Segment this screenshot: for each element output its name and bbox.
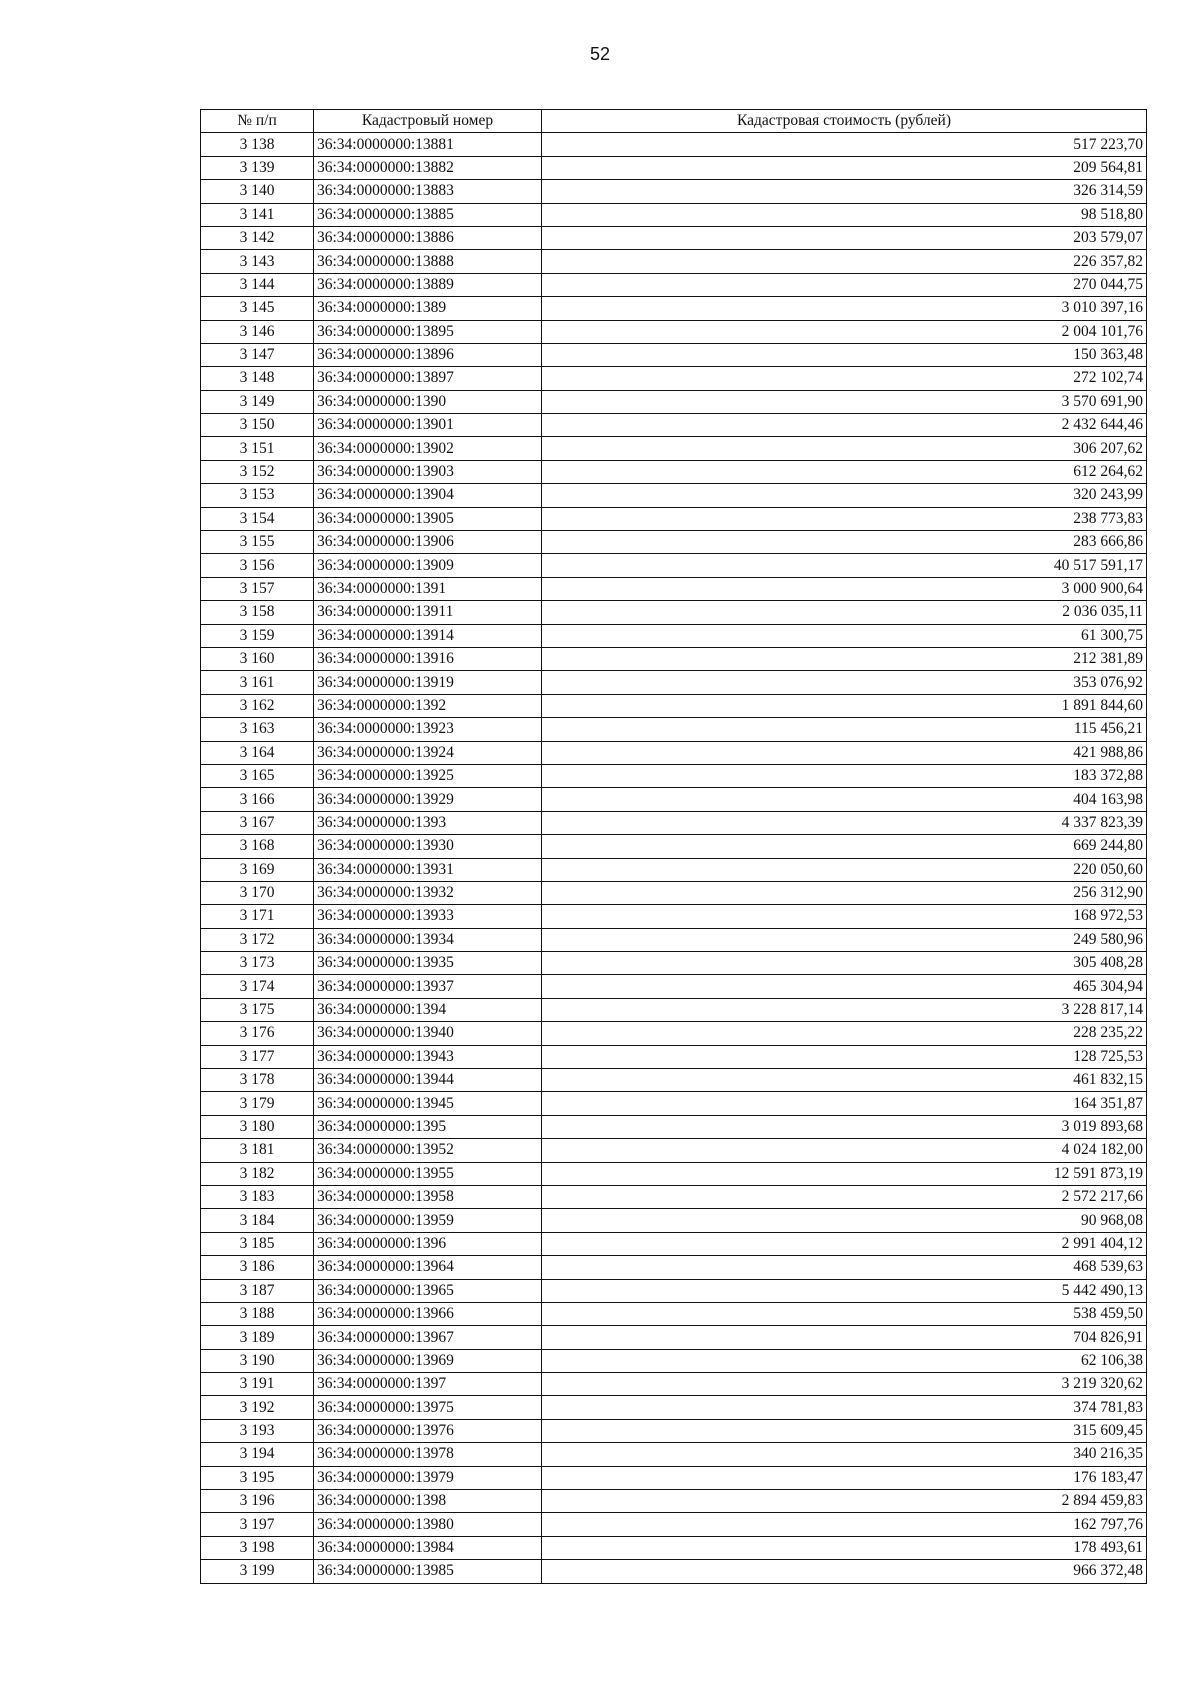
table-row xyxy=(201,1443,1147,1466)
row-number-cell: 3 162 xyxy=(201,694,314,717)
cadastral-number-cell: 36:34:0000000:13882 xyxy=(314,156,542,179)
row-number-cell: 3 159 xyxy=(201,624,314,647)
cadastral-number-cell: 36:34:0000000:13985 xyxy=(314,1560,542,1583)
table-row xyxy=(201,1326,1147,1349)
cadastral-value-cell: 178 493,61 xyxy=(542,1536,1147,1559)
cadastral-number-cell: 36:34:0000000:13889 xyxy=(314,273,542,296)
row-number-cell: 3 140 xyxy=(201,180,314,203)
row-number-cell: 3 199 xyxy=(201,1560,314,1583)
cadastral-value-cell: 2 894 459,83 xyxy=(542,1490,1147,1513)
table-row xyxy=(201,367,1147,390)
table-row xyxy=(201,881,1147,904)
table-row xyxy=(201,1232,1147,1255)
row-number-cell: 3 171 xyxy=(201,905,314,928)
cadastral-value-cell: 538 459,50 xyxy=(542,1302,1147,1325)
cadastral-number-cell: 36:34:0000000:13940 xyxy=(314,1022,542,1045)
row-number-cell: 3 141 xyxy=(201,203,314,226)
table-row xyxy=(201,1302,1147,1325)
cadastral-value-cell: 209 564,81 xyxy=(542,156,1147,179)
cadastral-number-cell: 36:34:0000000:13904 xyxy=(314,484,542,507)
row-number-cell: 3 176 xyxy=(201,1022,314,1045)
cadastral-number-cell: 36:34:0000000:1392 xyxy=(314,694,542,717)
cadastral-value-cell: 238 773,83 xyxy=(542,507,1147,530)
cadastral-number-cell: 36:34:0000000:13930 xyxy=(314,835,542,858)
cadastral-number-cell: 36:34:0000000:13976 xyxy=(314,1419,542,1442)
cadastral-number-cell: 36:34:0000000:13978 xyxy=(314,1443,542,1466)
table-row xyxy=(201,1045,1147,1068)
table-row xyxy=(201,1490,1147,1513)
row-number-cell: 3 139 xyxy=(201,156,314,179)
cadastral-number-cell: 36:34:0000000:13934 xyxy=(314,928,542,951)
table-row xyxy=(201,928,1147,951)
row-number-cell: 3 157 xyxy=(201,577,314,600)
row-number-cell: 3 168 xyxy=(201,835,314,858)
cadastral-number-cell: 36:34:0000000:13932 xyxy=(314,881,542,904)
cadastral-number-cell: 36:34:0000000:13979 xyxy=(314,1466,542,1489)
table-row xyxy=(201,180,1147,203)
cadastral-value-cell: 12 591 873,19 xyxy=(542,1162,1147,1185)
table-row xyxy=(201,975,1147,998)
cadastral-value-cell: 220 050,60 xyxy=(542,858,1147,881)
cadastral-number-cell: 36:34:0000000:13886 xyxy=(314,226,542,249)
row-number-cell: 3 177 xyxy=(201,1045,314,1068)
row-number-cell: 3 194 xyxy=(201,1443,314,1466)
cadastral-number-cell: 36:34:0000000:13901 xyxy=(314,414,542,437)
row-number-cell: 3 183 xyxy=(201,1185,314,1208)
cadastral-value-cell: 2 572 217,66 xyxy=(542,1185,1147,1208)
cadastral-value-cell: 421 988,86 xyxy=(542,741,1147,764)
cadastral-number-cell: 36:34:0000000:13923 xyxy=(314,718,542,741)
row-number-cell: 3 173 xyxy=(201,952,314,975)
cadastral-value-cell: 164 351,87 xyxy=(542,1092,1147,1115)
table-row xyxy=(201,1466,1147,1489)
cadastral-value-cell: 2 004 101,76 xyxy=(542,320,1147,343)
row-number-cell: 3 161 xyxy=(201,671,314,694)
row-number-cell: 3 148 xyxy=(201,367,314,390)
cadastral-number-cell: 36:34:0000000:13937 xyxy=(314,975,542,998)
cadastral-number-cell: 36:34:0000000:1395 xyxy=(314,1115,542,1138)
cadastral-number-cell: 36:34:0000000:13916 xyxy=(314,647,542,670)
row-number-cell: 3 156 xyxy=(201,554,314,577)
cadastral-number-cell: 36:34:0000000:1398 xyxy=(314,1490,542,1513)
table-row xyxy=(201,577,1147,600)
row-number-cell: 3 147 xyxy=(201,343,314,366)
row-number-cell: 3 146 xyxy=(201,320,314,343)
table-row xyxy=(201,414,1147,437)
table-row xyxy=(201,203,1147,226)
cadastral-number-cell: 36:34:0000000:13914 xyxy=(314,624,542,647)
cadastral-value-cell: 306 207,62 xyxy=(542,437,1147,460)
table-row xyxy=(201,1560,1147,1583)
cadastral-value-cell: 353 076,92 xyxy=(542,671,1147,694)
table-row xyxy=(201,764,1147,787)
cadastral-value-cell: 162 797,76 xyxy=(542,1513,1147,1536)
cadastral-number-cell: 36:34:0000000:1394 xyxy=(314,998,542,1021)
cadastral-value-cell: 315 609,45 xyxy=(542,1419,1147,1442)
table-row xyxy=(201,647,1147,670)
table-row xyxy=(201,1256,1147,1279)
cadastral-number-cell: 36:34:0000000:13885 xyxy=(314,203,542,226)
table-row xyxy=(201,835,1147,858)
row-number-cell: 3 179 xyxy=(201,1092,314,1115)
row-number-cell: 3 144 xyxy=(201,273,314,296)
cadastral-number-cell: 36:34:0000000:13896 xyxy=(314,343,542,366)
row-number-cell: 3 154 xyxy=(201,507,314,530)
cadastral-value-cell: 150 363,48 xyxy=(542,343,1147,366)
table-body xyxy=(201,133,1147,1583)
table-row xyxy=(201,297,1147,320)
cadastral-value-cell: 4 337 823,39 xyxy=(542,811,1147,834)
cadastral-value-cell: 468 539,63 xyxy=(542,1256,1147,1279)
table-row xyxy=(201,1185,1147,1208)
table-row xyxy=(201,1279,1147,1302)
cadastral-value-cell: 61 300,75 xyxy=(542,624,1147,647)
cadastral-value-cell: 283 666,86 xyxy=(542,531,1147,554)
row-number-cell: 3 153 xyxy=(201,484,314,507)
row-number-cell: 3 172 xyxy=(201,928,314,951)
cadastral-value-cell: 249 580,96 xyxy=(542,928,1147,951)
table-row xyxy=(201,273,1147,296)
row-number-cell: 3 151 xyxy=(201,437,314,460)
cadastral-number-cell: 36:34:0000000:13933 xyxy=(314,905,542,928)
cadastral-number-cell: 36:34:0000000:13924 xyxy=(314,741,542,764)
cadastral-number-cell: 36:34:0000000:13931 xyxy=(314,858,542,881)
page-number: 52 xyxy=(589,44,611,64)
cadastral-number-cell: 36:34:0000000:13881 xyxy=(314,133,542,156)
table-row xyxy=(201,554,1147,577)
cadastral-value-cell: 270 044,75 xyxy=(542,273,1147,296)
table-row xyxy=(201,133,1147,156)
row-number-cell: 3 178 xyxy=(201,1069,314,1092)
row-number-cell: 3 158 xyxy=(201,601,314,624)
table-row xyxy=(201,531,1147,554)
row-number-cell: 3 190 xyxy=(201,1349,314,1372)
cadastral-number-cell: 36:34:0000000:1391 xyxy=(314,577,542,600)
cadastral-number-cell: 36:34:0000000:13959 xyxy=(314,1209,542,1232)
cadastral-number-cell: 36:34:0000000:13905 xyxy=(314,507,542,530)
cadastral-value-cell: 40 517 591,17 xyxy=(542,554,1147,577)
cadastral-number-cell: 36:34:0000000:13919 xyxy=(314,671,542,694)
row-number-cell: 3 142 xyxy=(201,226,314,249)
row-number-cell: 3 167 xyxy=(201,811,314,834)
table-row xyxy=(201,694,1147,717)
cadastral-number-cell: 36:34:0000000:13965 xyxy=(314,1279,542,1302)
cadastral-value-cell: 461 832,15 xyxy=(542,1069,1147,1092)
row-number-cell: 3 193 xyxy=(201,1419,314,1442)
row-number-cell: 3 138 xyxy=(201,133,314,156)
cadastral-number-cell: 36:34:0000000:13909 xyxy=(314,554,542,577)
table-row xyxy=(201,952,1147,975)
table-row xyxy=(201,671,1147,694)
table-row xyxy=(201,741,1147,764)
cadastral-value-cell: 2 991 404,12 xyxy=(542,1232,1147,1255)
row-number-cell: 3 166 xyxy=(201,788,314,811)
table-row xyxy=(201,858,1147,881)
table-row xyxy=(201,1419,1147,1442)
cadastral-value-cell: 128 725,53 xyxy=(542,1045,1147,1068)
table-row xyxy=(201,390,1147,413)
cadastral-number-cell: 36:34:0000000:13955 xyxy=(314,1162,542,1185)
header-cadastral-number: Кадастровый номер xyxy=(314,110,542,133)
cadastral-value-cell: 3 000 900,64 xyxy=(542,577,1147,600)
table-row xyxy=(201,811,1147,834)
header-row-number: № п/п xyxy=(201,110,314,133)
cadastral-number-cell: 36:34:0000000:1396 xyxy=(314,1232,542,1255)
cadastral-number-cell: 36:34:0000000:1397 xyxy=(314,1373,542,1396)
cadastral-number-cell: 36:34:0000000:13966 xyxy=(314,1302,542,1325)
cadastral-value-cell: 256 312,90 xyxy=(542,881,1147,904)
cadastral-number-cell: 36:34:0000000:13897 xyxy=(314,367,542,390)
cadastral-number-cell: 36:34:0000000:1393 xyxy=(314,811,542,834)
row-number-cell: 3 181 xyxy=(201,1139,314,1162)
table-row xyxy=(201,1139,1147,1162)
table-row xyxy=(201,437,1147,460)
cadastral-value-cell: 2 432 644,46 xyxy=(542,414,1147,437)
table-header-row xyxy=(201,110,1147,133)
row-number-cell: 3 174 xyxy=(201,975,314,998)
cadastral-number-cell: 36:34:0000000:13925 xyxy=(314,764,542,787)
cadastral-value-cell: 98 518,80 xyxy=(542,203,1147,226)
cadastral-value-cell: 305 408,28 xyxy=(542,952,1147,975)
cadastral-number-cell: 36:34:0000000:13975 xyxy=(314,1396,542,1419)
row-number-cell: 3 182 xyxy=(201,1162,314,1185)
cadastral-value-cell: 340 216,35 xyxy=(542,1443,1147,1466)
row-number-cell: 3 164 xyxy=(201,741,314,764)
table-row xyxy=(201,1069,1147,1092)
cadastral-number-cell: 36:34:0000000:13967 xyxy=(314,1326,542,1349)
cadastral-value-cell: 4 024 182,00 xyxy=(542,1139,1147,1162)
table-row xyxy=(201,1373,1147,1396)
row-number-cell: 3 186 xyxy=(201,1256,314,1279)
row-number-cell: 3 170 xyxy=(201,881,314,904)
cadastral-value-cell: 203 579,07 xyxy=(542,226,1147,249)
cadastral-value-cell: 3 010 397,16 xyxy=(542,297,1147,320)
row-number-cell: 3 175 xyxy=(201,998,314,1021)
cadastral-value-cell: 669 244,80 xyxy=(542,835,1147,858)
cadastral-number-cell: 36:34:0000000:13929 xyxy=(314,788,542,811)
cadastral-number-cell: 36:34:0000000:13906 xyxy=(314,531,542,554)
cadastral-value-cell: 228 235,22 xyxy=(542,1022,1147,1045)
row-number-cell: 3 143 xyxy=(201,250,314,273)
cadastral-value-cell: 3 570 691,90 xyxy=(542,390,1147,413)
row-number-cell: 3 192 xyxy=(201,1396,314,1419)
cadastral-value-cell: 272 102,74 xyxy=(542,367,1147,390)
table-row xyxy=(201,1349,1147,1372)
row-number-cell: 3 191 xyxy=(201,1373,314,1396)
row-number-cell: 3 198 xyxy=(201,1536,314,1559)
cadastral-value-cell: 374 781,83 xyxy=(542,1396,1147,1419)
cadastral-value-cell: 3 219 320,62 xyxy=(542,1373,1147,1396)
cadastral-number-cell: 36:34:0000000:13943 xyxy=(314,1045,542,1068)
cadastral-number-cell: 36:34:0000000:1390 xyxy=(314,390,542,413)
cadastral-value-cell: 3 228 817,14 xyxy=(542,998,1147,1021)
table-row xyxy=(201,156,1147,179)
cadastral-value-cell: 168 972,53 xyxy=(542,905,1147,928)
cadastral-value-cell: 90 968,08 xyxy=(542,1209,1147,1232)
table-row xyxy=(201,1092,1147,1115)
cadastral-number-cell: 36:34:0000000:13945 xyxy=(314,1092,542,1115)
row-number-cell: 3 184 xyxy=(201,1209,314,1232)
row-number-cell: 3 149 xyxy=(201,390,314,413)
cadastral-value-cell: 517 223,70 xyxy=(542,133,1147,156)
table-row xyxy=(201,1115,1147,1138)
row-number-cell: 3 150 xyxy=(201,414,314,437)
table-row xyxy=(201,1162,1147,1185)
table-row xyxy=(201,1536,1147,1559)
table-row xyxy=(201,601,1147,624)
cadastral-number-cell: 36:34:0000000:13935 xyxy=(314,952,542,975)
cadastral-value-cell: 320 243,99 xyxy=(542,484,1147,507)
cadastral-value-cell: 704 826,91 xyxy=(542,1326,1147,1349)
row-number-cell: 3 195 xyxy=(201,1466,314,1489)
cadastral-value-cell: 3 019 893,68 xyxy=(542,1115,1147,1138)
cadastral-value-cell: 183 372,88 xyxy=(542,764,1147,787)
table-row xyxy=(201,484,1147,507)
table-row xyxy=(201,624,1147,647)
cadastral-value-cell: 326 314,59 xyxy=(542,180,1147,203)
cadastral-number-cell: 36:34:0000000:13888 xyxy=(314,250,542,273)
row-number-cell: 3 145 xyxy=(201,297,314,320)
cadastral-value-cell: 966 372,48 xyxy=(542,1560,1147,1583)
table-row xyxy=(201,320,1147,343)
row-number-cell: 3 165 xyxy=(201,764,314,787)
cadastral-number-cell: 36:34:0000000:13903 xyxy=(314,460,542,483)
row-number-cell: 3 189 xyxy=(201,1326,314,1349)
cadastral-number-cell: 36:34:0000000:13883 xyxy=(314,180,542,203)
row-number-cell: 3 185 xyxy=(201,1232,314,1255)
table-row xyxy=(201,1513,1147,1536)
cadastral-number-cell: 36:34:0000000:13902 xyxy=(314,437,542,460)
cadastral-value-cell: 404 163,98 xyxy=(542,788,1147,811)
row-number-cell: 3 197 xyxy=(201,1513,314,1536)
table-row xyxy=(201,343,1147,366)
cadastral-number-cell: 36:34:0000000:13895 xyxy=(314,320,542,343)
row-number-cell: 3 187 xyxy=(201,1279,314,1302)
table-row xyxy=(201,460,1147,483)
table-row xyxy=(201,788,1147,811)
header-cadastral-value: Кадастровая стоимость (рублей) xyxy=(542,110,1147,133)
cadastral-value-cell: 212 381,89 xyxy=(542,647,1147,670)
cadastral-number-cell: 36:34:0000000:13964 xyxy=(314,1256,542,1279)
row-number-cell: 3 155 xyxy=(201,531,314,554)
cadastral-number-cell: 36:34:0000000:13944 xyxy=(314,1069,542,1092)
cadastral-number-cell: 36:34:0000000:1389 xyxy=(314,297,542,320)
row-number-cell: 3 169 xyxy=(201,858,314,881)
row-number-cell: 3 152 xyxy=(201,460,314,483)
cadastral-number-cell: 36:34:0000000:13980 xyxy=(314,1513,542,1536)
table-row xyxy=(201,718,1147,741)
table-row xyxy=(201,250,1147,273)
cadastral-value-cell: 226 357,82 xyxy=(542,250,1147,273)
table-row xyxy=(201,1396,1147,1419)
table-row xyxy=(201,226,1147,249)
cadastral-value-cell: 465 304,94 xyxy=(542,975,1147,998)
cadastral-number-cell: 36:34:0000000:13911 xyxy=(314,601,542,624)
table-row xyxy=(201,1209,1147,1232)
cadastral-value-cell: 176 183,47 xyxy=(542,1466,1147,1489)
table-row xyxy=(201,507,1147,530)
cadastral-value-cell: 2 036 035,11 xyxy=(542,601,1147,624)
row-number-cell: 3 196 xyxy=(201,1490,314,1513)
cadastral-value-cell: 612 264,62 xyxy=(542,460,1147,483)
table-row xyxy=(201,905,1147,928)
row-number-cell: 3 160 xyxy=(201,647,314,670)
cadastral-value-cell: 62 106,38 xyxy=(542,1349,1147,1372)
row-number-cell: 3 188 xyxy=(201,1302,314,1325)
table-row xyxy=(201,998,1147,1021)
cadastral-value-table xyxy=(200,109,1147,1584)
cadastral-number-cell: 36:34:0000000:13969 xyxy=(314,1349,542,1372)
cadastral-value-cell: 5 442 490,13 xyxy=(542,1279,1147,1302)
cadastral-number-cell: 36:34:0000000:13958 xyxy=(314,1185,542,1208)
table-row xyxy=(201,1022,1147,1045)
cadastral-value-cell: 1 891 844,60 xyxy=(542,694,1147,717)
row-number-cell: 3 180 xyxy=(201,1115,314,1138)
cadastral-number-cell: 36:34:0000000:13984 xyxy=(314,1536,542,1559)
cadastral-value-cell: 115 456,21 xyxy=(542,718,1147,741)
row-number-cell: 3 163 xyxy=(201,718,314,741)
cadastral-number-cell: 36:34:0000000:13952 xyxy=(314,1139,542,1162)
